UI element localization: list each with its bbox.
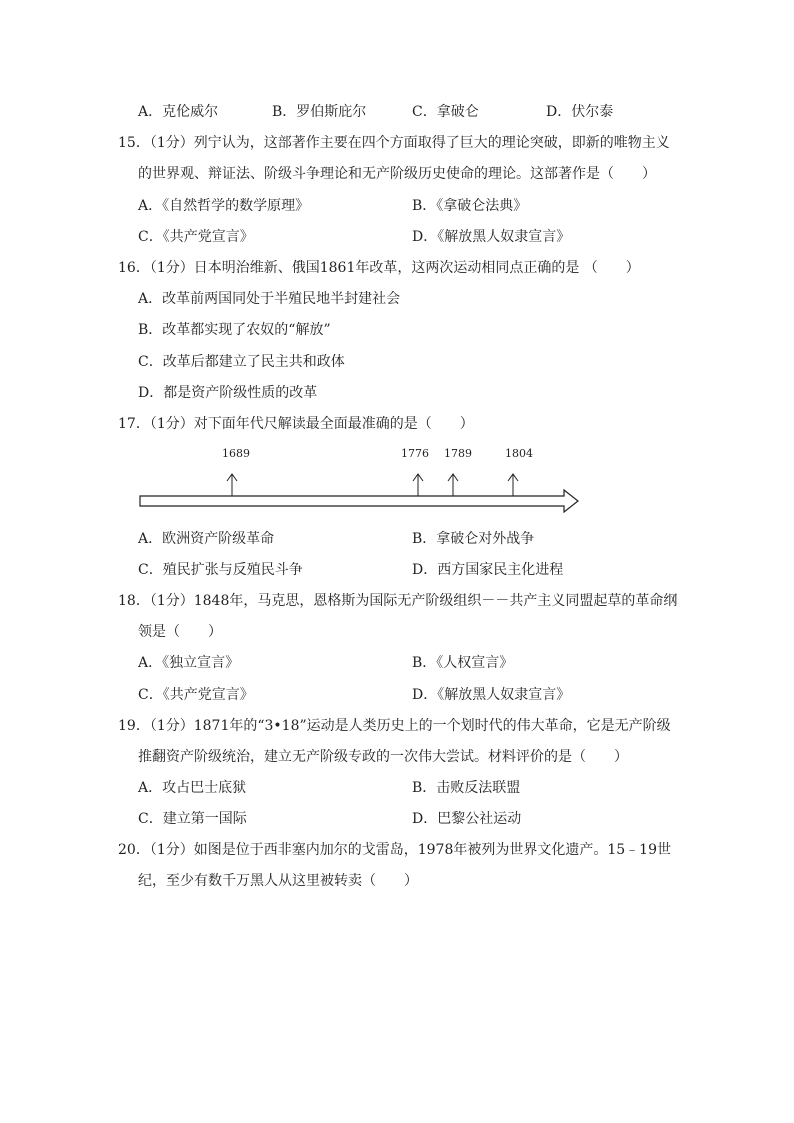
- q16-stem: 16．（1分）日本明治维新、俄国1861年改革，这两次运动相同点正确的是 （ ）: [118, 260, 640, 276]
- q18-option-d[interactable]: D．《解放黑人奴隶宣言》: [412, 687, 571, 703]
- timeline-arrow-1689: [227, 474, 237, 496]
- q17-option-c[interactable]: C．殖民扩张与反殖民斗争: [138, 562, 303, 578]
- q20-stem-line2: 纪，至少有数千万黑人从这里被转卖（ ）: [138, 873, 418, 889]
- q18-option-a[interactable]: A．《独立宣言》: [138, 655, 240, 671]
- timeline-arrow-1776: [413, 474, 423, 496]
- q14-option-c[interactable]: C．拿破仑: [412, 104, 479, 120]
- timeline-axis-arrow: [140, 490, 578, 512]
- timeline-label-1776: 1776: [401, 447, 429, 460]
- q19-stem-line1: 19．（1分）1871年的“3•18”运动是人类历史上的一个划时代的伟大革命，它是无产阶级: [118, 718, 671, 734]
- q19-option-a[interactable]: A．攻占巴士底狱: [138, 780, 247, 796]
- q16-option-c[interactable]: C．改革后都建立了民主共和政体: [138, 354, 345, 370]
- q15-stem-line1: 15．（1分）列宁认为，这部著作主要在四个方面取得了巨大的理论突破，即新的唯物主义: [118, 135, 670, 151]
- timeline-arrow-1804: [508, 474, 518, 496]
- timeline-label-1804: 1804: [505, 447, 533, 460]
- timeline-label-1689: 1689: [222, 447, 250, 460]
- q19-stem-line2: 推翻资产阶级统治，建立无产阶级专政的一次伟大尝试。材料评价的是（ ）: [138, 749, 628, 765]
- timeline-diagram: [130, 440, 590, 520]
- q17-option-a[interactable]: A．欧洲资产阶级革命: [138, 531, 275, 547]
- q18-option-b[interactable]: B．《人权宣言》: [412, 655, 514, 671]
- q17-option-b[interactable]: B．拿破仑对外战争: [412, 531, 535, 547]
- q14-option-b[interactable]: B．罗伯斯庇尔: [272, 104, 367, 120]
- q14-option-a[interactable]: A．克伦威尔: [138, 104, 219, 120]
- q15-option-b[interactable]: B．《拿破仑法典》: [412, 198, 528, 214]
- q14-option-d[interactable]: D．伏尔泰: [546, 104, 614, 120]
- timeline-arrow-1789: [448, 474, 458, 496]
- q15-stem-line2: 的世界观、辩证法、阶级斗争理论和无产阶级历史使命的理论。这部著作是（ ）: [138, 166, 656, 182]
- q17-stem: 17．（1分）对下面年代尺解读最全面最准确的是（ ）: [118, 416, 474, 432]
- q16-option-a[interactable]: A．改革前两国同处于半殖民地半封建社会: [138, 291, 401, 307]
- q16-option-b[interactable]: B．改革都实现了农奴的“解放”: [138, 322, 331, 338]
- q16-option-d[interactable]: D．都是资产阶级性质的改革: [138, 385, 318, 401]
- timeline-label-1789: 1789: [444, 447, 472, 460]
- q19-option-c[interactable]: C．建立第一国际: [138, 811, 247, 827]
- q15-option-d[interactable]: D．《解放黑人奴隶宣言》: [412, 229, 571, 245]
- q17-option-d[interactable]: D．西方国家民主化进程: [412, 562, 564, 578]
- q19-option-d[interactable]: D．巴黎公社运动: [412, 811, 522, 827]
- q18-option-c[interactable]: C．《共产党宣言》: [138, 687, 254, 703]
- q18-stem-line1: 18．（1分）1848年，马克思，恩格斯为国际无产阶级组织－－共产主义同盟起草的革命纲: [118, 593, 678, 609]
- q18-stem-line2: 领是（ ）: [138, 624, 222, 640]
- q19-option-b[interactable]: B．击败反法联盟: [412, 780, 521, 796]
- q20-stem-line1: 20．（1分）如图是位于西非塞内加尔的戈雷岛，1978年被列为世界文化遗产。15﹣19世: [118, 842, 671, 858]
- q15-option-c[interactable]: C．《共产党宣言》: [138, 229, 254, 245]
- q15-option-a[interactable]: A．《自然哲学的数学原理》: [138, 198, 310, 214]
